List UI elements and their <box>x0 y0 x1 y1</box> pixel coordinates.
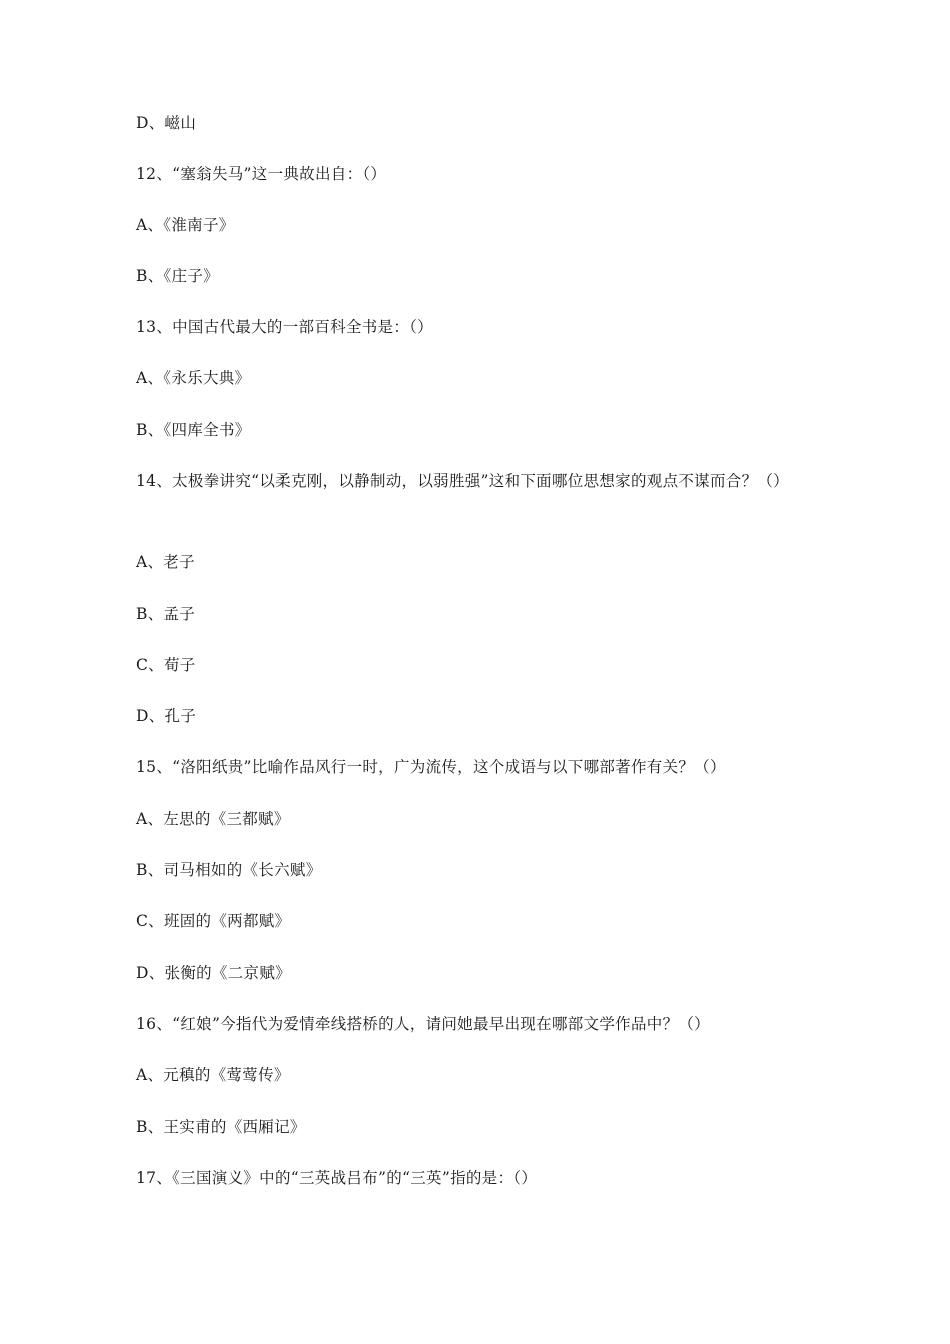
question-14: 14、太极拳讲究“以柔克刚，以静制动，以弱胜强”这和下面哪位思想家的观点不谋而合？（） <box>136 472 789 490</box>
option-c-q15: C、班固的《两都赋》 <box>136 912 291 930</box>
question-15: 15、“洛阳纸贵”比喻作品风行一时，广为流传，这个成语与以下哪部著作有关？（） <box>136 758 726 776</box>
option-c-q14: C、荀子 <box>136 656 196 674</box>
option-d-q14: D、孔子 <box>136 707 197 725</box>
option-a-q12: A、《淮南子》 <box>136 216 235 234</box>
option-d-q15: D、张衡的《二京赋》 <box>136 964 291 982</box>
question-17: 17、《三国演义》中的“三英战吕布”的“三英”指的是：（） <box>136 1169 538 1187</box>
option-a-q14: A、老子 <box>136 553 195 571</box>
option-b-q13: B、《四库全书》 <box>136 421 251 439</box>
option-b-q16: B、王实甫的《西厢记》 <box>136 1118 306 1136</box>
option-b-q12: B、《庄子》 <box>136 267 219 285</box>
option-a-q13: A、《永乐大典》 <box>136 369 251 387</box>
option-b-q15: B、司马相如的《长六赋》 <box>136 861 322 879</box>
option-a-q16: A、元稹的《莺莺传》 <box>136 1066 290 1084</box>
question-12: 12、“塞翁失马”这一典故出自：（） <box>136 165 387 183</box>
option-b-q14: B、孟子 <box>136 605 196 623</box>
question-13: 13、中国古代最大的一部百科全书是：（） <box>136 318 433 336</box>
question-16: 16、“红娘”今指代为爱情牵线搭桥的人，请问她最早出现在哪部文学作品中？（） <box>136 1015 710 1033</box>
option-a-q15: A、左思的《三都赋》 <box>136 810 290 828</box>
option-d-q11: D、嵫山 <box>136 114 197 132</box>
